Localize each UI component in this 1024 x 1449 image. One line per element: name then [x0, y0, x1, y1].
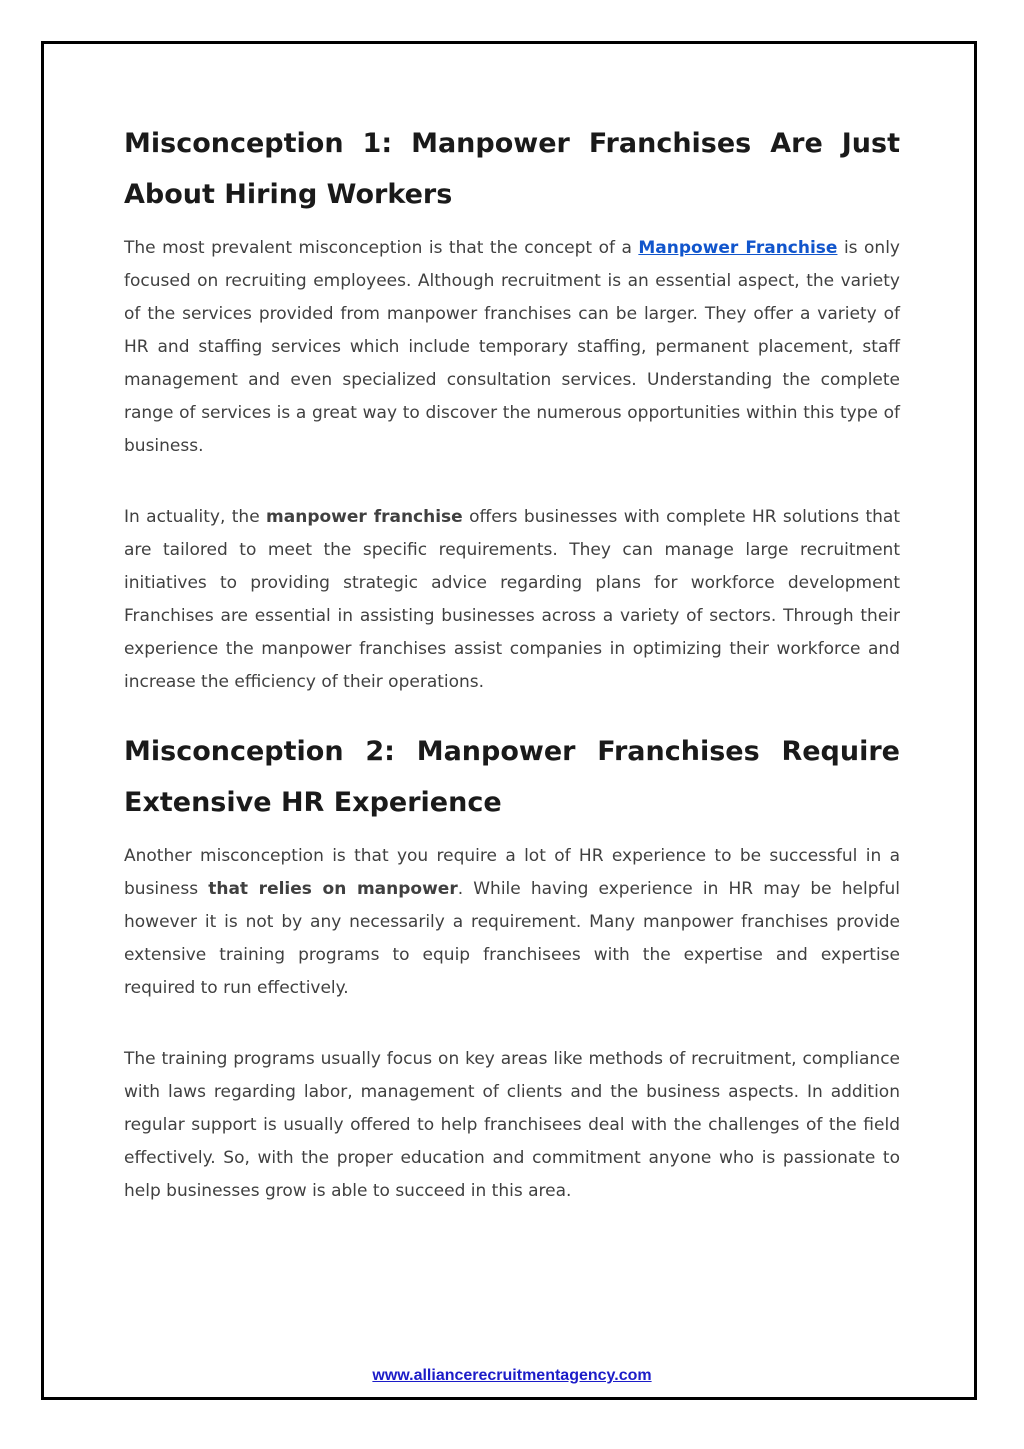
document-content — [124, 118, 900, 1208]
text-run: The most prevalent misconception is that the concept of a — [124, 238, 639, 258]
text-run: In actuality, the — [124, 507, 267, 527]
text-run: Another misconception is that you require a lot of HR experience to be successful in a business — [124, 846, 900, 899]
text-run: . While having experience in HR may be helpful however it is not by any necessarily a requirement. Many manpower franchises provide extensive training programs to equip franchisees with the expertise and expertise required to run effectively. — [124, 879, 900, 998]
section-2-paragraph-2: The training programs usually focus on key areas like methods of recruitment, compliance with laws regarding labor, management of clients and the business aspects. In addition regular support is usually offered to help franchisees deal with the challenges of the field effectively. So, with the proper education and commitment anyone who is passionate to help businesses grow is able to succeed in this area. — [124, 1049, 900, 1201]
text-run: is only focused on recruiting employees. Although recruitment is an essential aspect, the variety of the services provided from manpower franchises can be larger. They offer a variety of HR and staffing services which include temporary staffing, permanent placement, staff management and even specialized consultation services. Understanding the complete range of services is a great way to discover the numerous opportunities within this type of business. — [124, 238, 900, 456]
section-1-heading: Misconception 1: Manpower Franchises Are Just About Hiring Workers — [124, 128, 900, 210]
section-1-paragraph-2 — [124, 501, 900, 699]
section-2-heading: Misconception 2: Manpower Franchises Require Extensive HR Experience — [124, 736, 900, 818]
text-run: offers businesses with complete HR solutions that are tailored to meet the specific requirements. They can manage large recruitment initiatives to providing strategic advice regarding plans for workforce development Franchises are essential in assisting businesses across a variety of sectors. Through their experience the manpower franchises assist companies in optimizing their workforce and increase the efficiency of their operations. — [124, 507, 900, 692]
manpower-franchise-link[interactable]: Manpower Franchise — [638, 238, 838, 258]
footer — [0, 1366, 1024, 1386]
section-2-paragraph-1 — [124, 840, 900, 1005]
website-link[interactable]: www.alliancerecruitmentagency.com — [372, 1367, 652, 1384]
bold-phrase: that relies on manpower — [208, 879, 458, 899]
bold-phrase: manpower franchise — [266, 507, 463, 527]
section-1-paragraph-1 — [124, 232, 900, 463]
